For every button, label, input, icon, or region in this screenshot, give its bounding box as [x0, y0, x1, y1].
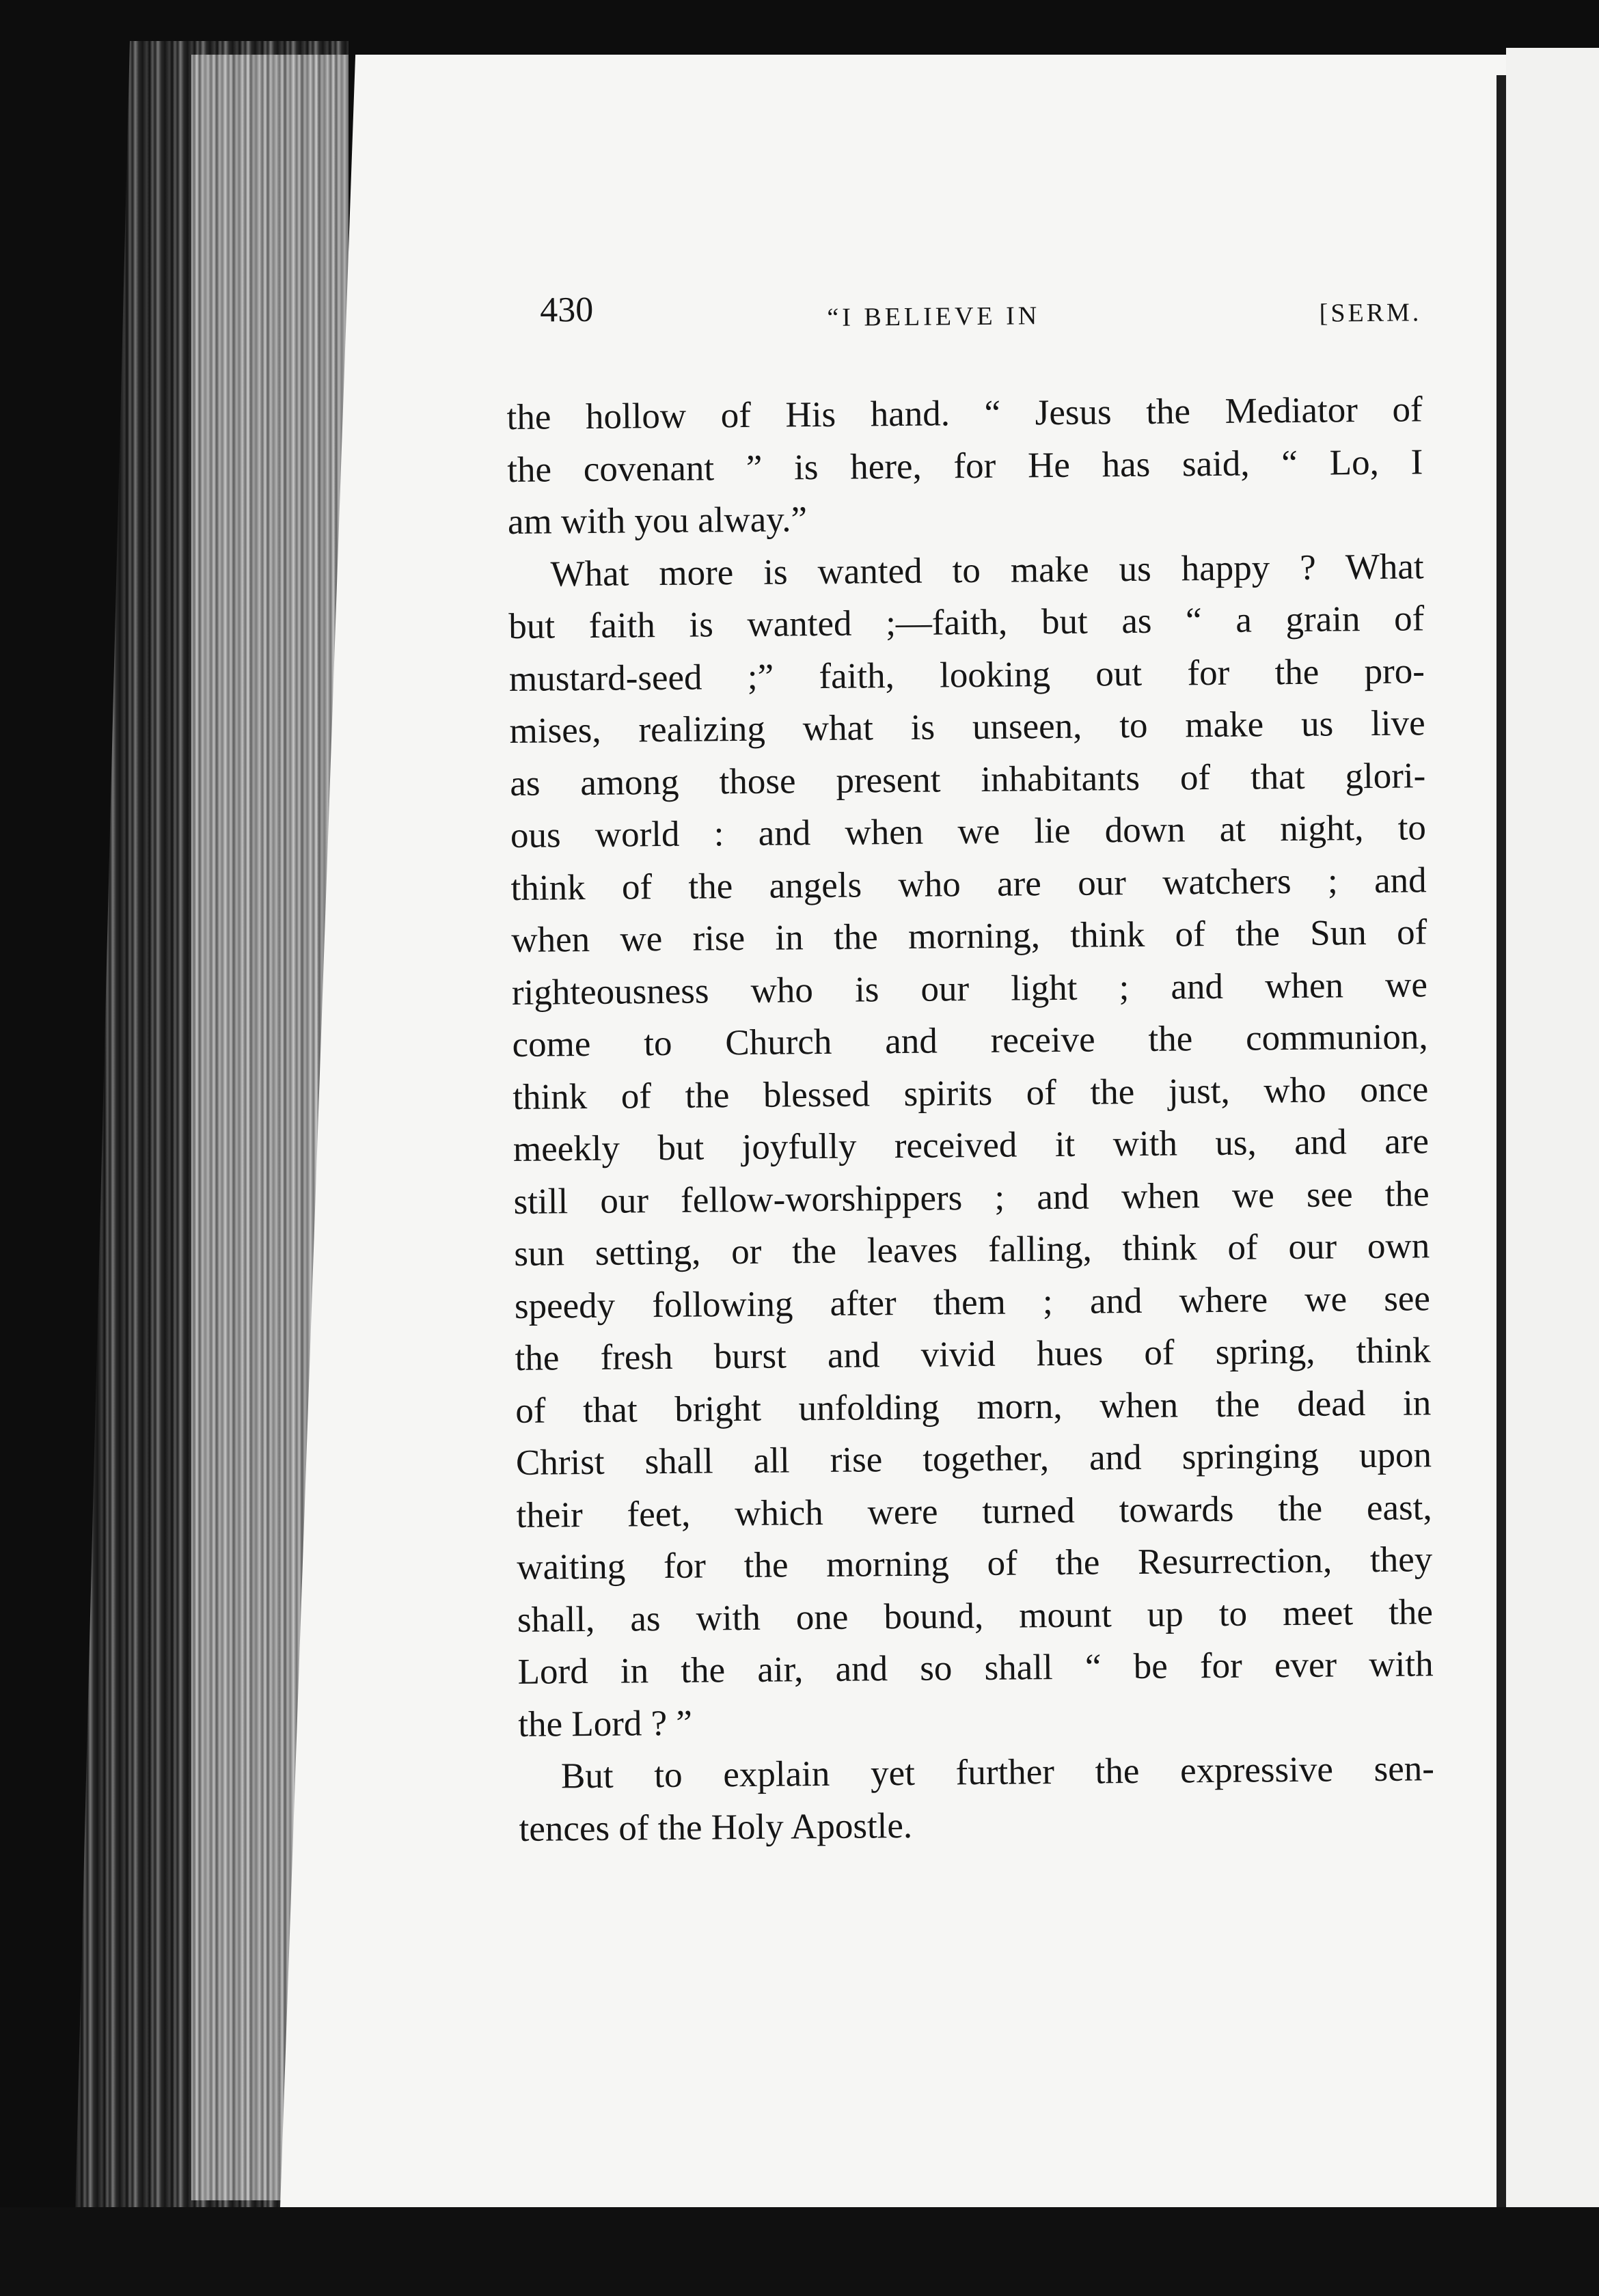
running-head-title: “I BELIEVE IN: [827, 301, 1041, 332]
text-line: the fresh burst and vivid hues of spring, think: [515, 1330, 1431, 1378]
running-head-section: [SERM.: [1319, 298, 1422, 328]
text-line: as among those present inhabitants of that glori-: [510, 755, 1426, 804]
text-line: waiting for the morning of the Resurrection, they: [517, 1540, 1433, 1587]
text-line: the hollow of His hand. “ Jesus the Mediator of: [506, 390, 1423, 437]
text-line: am with you alway.”: [507, 500, 808, 542]
text-line: shall, as with one bound, mount up to meet the: [517, 1591, 1434, 1640]
facing-page-edge: [1506, 48, 1599, 2221]
text-line: still our fellow-worshippers ; and when we see the: [513, 1173, 1430, 1222]
text-line: tences of the Holy Apostle.: [519, 1805, 913, 1849]
text-line: the Lord ? ”: [518, 1703, 693, 1745]
body-text: [506, 383, 1435, 1855]
page-number: 430: [540, 290, 594, 330]
text-line: think of the blessed spirits of the just, who once: [512, 1069, 1429, 1117]
text-line: but faith is wanted ;—faith, but as “ a grain of: [508, 599, 1425, 646]
text-line: mises, realizing what is unseen, to make us live: [509, 703, 1425, 751]
text-line: mustard-seed ;” faith, looking out for the pro-: [508, 651, 1425, 699]
scan-bottom-shadow: [0, 2207, 1599, 2296]
text-line: Christ shall all rise together, and springing upon: [515, 1435, 1432, 1483]
gutter-shadow: [1496, 75, 1506, 2228]
text-line: sun setting, or the leaves falling, think of our own: [514, 1226, 1430, 1274]
text-line: But to explain yet further the expressive sen-: [560, 1749, 1435, 1796]
running-head: [506, 282, 1422, 345]
text-line: meekly but joyfully received it with us, and are: [512, 1121, 1430, 1169]
text-line: the covenant ” is here, for He has said, “ Lo, I: [507, 441, 1423, 490]
text-line: Lord in the air, and so shall “ be for ever with: [517, 1644, 1434, 1692]
text-line: think of the angels who are our watchers ; and: [510, 860, 1427, 908]
text-line: of that bright unfolding morn, when the dead in: [515, 1382, 1432, 1431]
text-line: come to Church and receive the communion,: [512, 1017, 1428, 1065]
text-block: [506, 282, 1435, 1855]
text-line: their feet, which were turned towards the east,: [516, 1487, 1432, 1535]
text-line: speedy following after them ; and where we see: [514, 1278, 1431, 1326]
text-line: righteousness who is our light ; and when we: [511, 964, 1428, 1013]
text-line: What more is wanted to make us happy ? What: [550, 546, 1424, 594]
text-line: when we rise in the morning, think of the Sun of: [511, 912, 1427, 960]
text-line: ous world : and when we lie down at night, to: [510, 808, 1427, 856]
